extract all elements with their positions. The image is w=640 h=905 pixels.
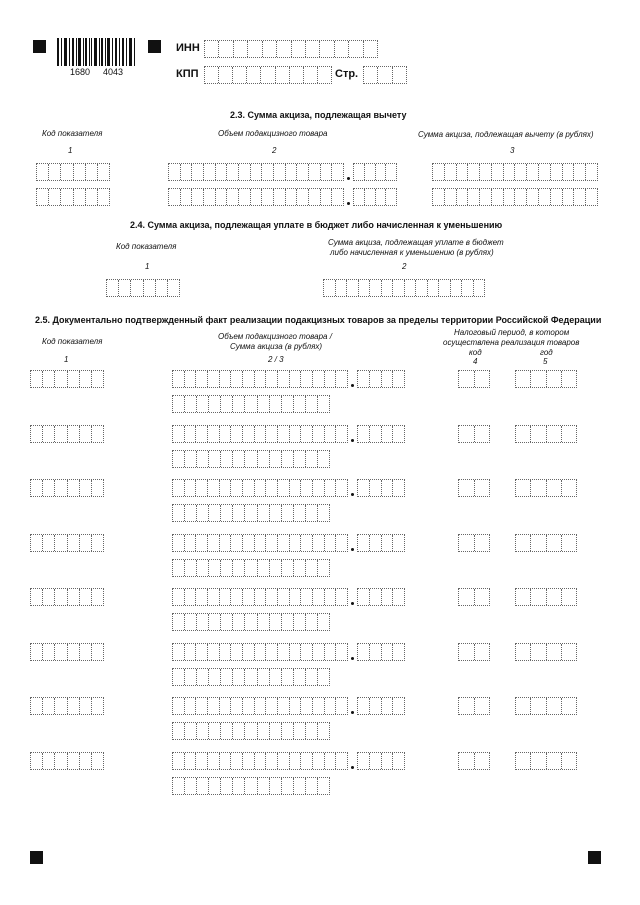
decimal-point <box>351 602 354 605</box>
barcode-number-right: 4043 <box>103 67 124 77</box>
kpp-label: КПП <box>176 68 199 80</box>
code-field[interactable] <box>36 188 110 206</box>
barcode-graphic <box>57 38 135 66</box>
period-year-field[interactable] <box>515 479 577 497</box>
volume-fraction-field[interactable] <box>353 163 397 181</box>
period-year-field[interactable] <box>515 588 577 606</box>
col-header-volume: Объем подакцизного товара <box>218 129 328 138</box>
volume-sum-field[interactable] <box>172 425 348 443</box>
decimal-point <box>351 548 354 551</box>
barcode-number-left: 1680 <box>70 67 91 77</box>
volume-sum-field[interactable] <box>172 534 348 552</box>
volume-sum-field[interactable] <box>172 697 348 715</box>
period-year-field[interactable] <box>515 370 577 388</box>
col-number: 4 <box>473 357 478 366</box>
code-field[interactable] <box>30 479 104 497</box>
decimal-point <box>351 384 354 387</box>
col-header-period-code: код <box>469 348 482 357</box>
col-header-code: Код показателя <box>42 129 103 138</box>
excise-payable-field[interactable] <box>323 279 485 297</box>
volume-field[interactable] <box>168 163 344 181</box>
period-year-field[interactable] <box>515 697 577 715</box>
excise-sum-field[interactable] <box>432 163 598 181</box>
volume-field[interactable] <box>168 188 344 206</box>
volume-sum-field-line2[interactable] <box>172 450 330 468</box>
section-2-4-title: 2.4. Сумма акциза, подлежащая уплате в бюджет либо начисленная к уменьшению <box>130 220 503 230</box>
col-number: 2 / 3 <box>268 355 284 364</box>
col-number: 2 <box>402 262 407 271</box>
volume-sum-field-line2[interactable] <box>172 777 330 795</box>
period-code-field[interactable] <box>458 588 490 606</box>
kpp-field[interactable] <box>204 66 332 84</box>
code-field[interactable] <box>30 588 104 606</box>
corner-marker-top-left <box>33 40 46 53</box>
corner-marker-bottom-left <box>30 851 43 864</box>
volume-sum-fraction-field[interactable] <box>357 643 405 661</box>
inn-label: ИНН <box>176 42 200 54</box>
volume-sum-fraction-field[interactable] <box>357 752 405 770</box>
section-2-3-title: 2.3. Сумма акциза, подлежащая вычету <box>230 110 407 120</box>
col-number: 5 <box>543 357 548 366</box>
volume-sum-field-line2[interactable] <box>172 613 330 631</box>
col-header-excise-payable-1: Сумма акциза, подлежащая уплате в бюджет <box>328 238 504 247</box>
col-header-tax-period-2: осуществлена реализация товаров <box>443 338 580 347</box>
decimal-point <box>347 177 350 180</box>
volume-sum-field[interactable] <box>172 370 348 388</box>
corner-marker-bottom-right <box>588 851 601 864</box>
col-header-tax-period-1: Налоговый период, в котором <box>454 328 570 337</box>
period-code-field[interactable] <box>458 479 490 497</box>
excise-sum-field[interactable] <box>432 188 598 206</box>
period-year-field[interactable] <box>515 643 577 661</box>
page-label: Стр. <box>335 68 359 80</box>
volume-sum-fraction-field[interactable] <box>357 697 405 715</box>
period-code-field[interactable] <box>458 425 490 443</box>
period-year-field[interactable] <box>515 425 577 443</box>
volume-sum-field-line2[interactable] <box>172 504 330 522</box>
code-field[interactable] <box>30 370 104 388</box>
col-header-code: Код показателя <box>116 242 177 251</box>
code-field[interactable] <box>30 697 104 715</box>
period-code-field[interactable] <box>458 370 490 388</box>
volume-fraction-field[interactable] <box>353 188 397 206</box>
inn-field[interactable] <box>204 40 378 58</box>
volume-sum-fraction-field[interactable] <box>357 534 405 552</box>
volume-sum-field-line2[interactable] <box>172 668 330 686</box>
col-number: 3 <box>510 146 515 155</box>
volume-sum-field[interactable] <box>172 752 348 770</box>
period-year-field[interactable] <box>515 752 577 770</box>
col-header-excise-deduction: Сумма акциза, подлежащая вычету (в рублях) <box>418 130 594 139</box>
code-field[interactable] <box>36 163 110 181</box>
volume-sum-field[interactable] <box>172 643 348 661</box>
code-field[interactable] <box>30 643 104 661</box>
volume-sum-field-line2[interactable] <box>172 395 330 413</box>
decimal-point <box>347 202 350 205</box>
period-year-field[interactable] <box>515 534 577 552</box>
col-header-period-year: год <box>540 348 553 357</box>
code-field[interactable] <box>30 425 104 443</box>
col-number: 2 <box>272 146 277 155</box>
col-header-excise-payable-2: либо начисленная к уменьшению (в рублях) <box>330 248 494 257</box>
volume-sum-fraction-field[interactable] <box>357 425 405 443</box>
code-field[interactable] <box>30 752 104 770</box>
decimal-point <box>351 766 354 769</box>
volume-sum-field[interactable] <box>172 479 348 497</box>
col-header-volume-sum-1: Объем подакцизного товара / <box>218 332 332 341</box>
period-code-field[interactable] <box>458 643 490 661</box>
period-code-field[interactable] <box>458 697 490 715</box>
code-field[interactable] <box>106 279 180 297</box>
volume-sum-fraction-field[interactable] <box>357 588 405 606</box>
volume-sum-field[interactable] <box>172 588 348 606</box>
col-number: 1 <box>145 262 150 271</box>
period-code-field[interactable] <box>458 752 490 770</box>
code-field[interactable] <box>30 534 104 552</box>
section-2-5-title: 2.5. Документально подтвержденный факт реализации подакцизных товаров за пределы территории Российской Федерации <box>35 315 602 325</box>
corner-marker-top-right <box>148 40 161 53</box>
volume-sum-fraction-field[interactable] <box>357 479 405 497</box>
volume-sum-field-line2[interactable] <box>172 559 330 577</box>
volume-sum-field-line2[interactable] <box>172 722 330 740</box>
period-code-field[interactable] <box>458 534 490 552</box>
col-number: 1 <box>64 355 69 364</box>
decimal-point <box>351 439 354 442</box>
page-field[interactable] <box>363 66 407 84</box>
col-header-volume-sum-2: Сумма акциза (в рублях) <box>230 342 323 351</box>
decimal-point <box>351 657 354 660</box>
volume-sum-fraction-field[interactable] <box>357 370 405 388</box>
decimal-point <box>351 493 354 496</box>
col-header-code: Код показателя <box>42 337 103 346</box>
decimal-point <box>351 711 354 714</box>
col-number: 1 <box>68 146 73 155</box>
